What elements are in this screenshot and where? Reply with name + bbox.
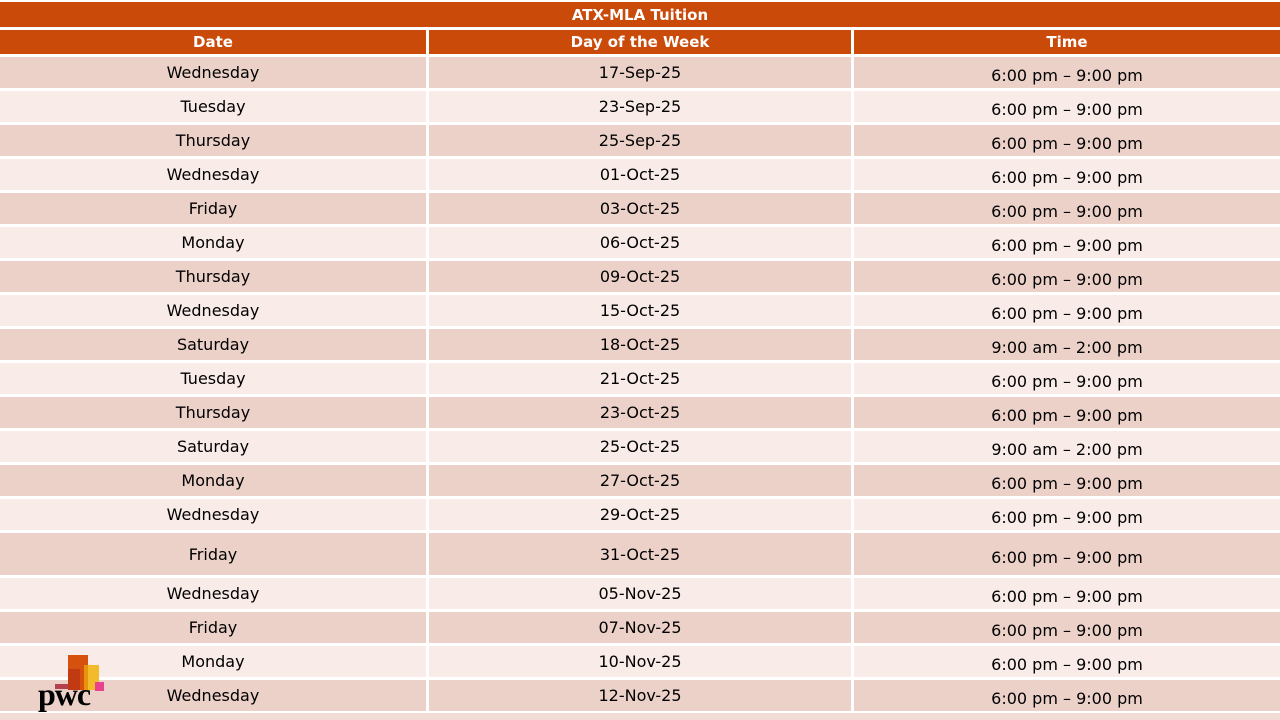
day-cell: Tuesday	[0, 91, 426, 122]
day-cell: Wednesday	[0, 680, 426, 711]
day-cell: Monday	[0, 227, 426, 258]
date-cell: 15-Oct-25	[429, 295, 851, 326]
table-row	[0, 227, 1280, 258]
table-row	[0, 125, 1280, 156]
table-row	[0, 193, 1280, 224]
time-cell: 6:00 pm – 9:00 pm	[854, 499, 1280, 530]
date-cell: 29-Oct-25	[429, 499, 851, 530]
table-row	[0, 329, 1280, 360]
table-row	[0, 465, 1280, 496]
day-cell: Friday	[0, 193, 426, 224]
table-row	[0, 261, 1280, 292]
time-cell: 9:00 am – 2:00 pm	[854, 329, 1280, 360]
date-cell: 01-Oct-25	[429, 159, 851, 190]
table-row	[0, 499, 1280, 530]
day-cell: Thursday	[0, 125, 426, 156]
date-cell: 09-Oct-25	[429, 261, 851, 292]
day-cell: Saturday	[0, 329, 426, 360]
date-cell: 23-Oct-25	[429, 397, 851, 428]
date-cell: 23-Sep-25	[429, 91, 851, 122]
time-cell: 6:00 pm – 9:00 pm	[854, 295, 1280, 326]
date-cell: 31-Oct-25	[429, 533, 851, 575]
time-cell: 9:00 am – 2:00 pm	[854, 431, 1280, 462]
day-cell: Wednesday	[0, 57, 426, 88]
time-cell: 6:00 pm – 9:00 pm	[854, 159, 1280, 190]
time-cell: 6:00 pm – 9:00 pm	[854, 578, 1280, 609]
table-row	[0, 646, 1280, 677]
table-row	[0, 578, 1280, 609]
date-cell: 12-Nov-25	[429, 680, 851, 711]
day-cell: Monday	[0, 465, 426, 496]
date-cell: 05-Nov-25	[429, 578, 851, 609]
day-cell: Tuesday	[0, 363, 426, 394]
column-header-day-of-week: Day of the Week	[429, 30, 851, 54]
date-cell: 03-Oct-25	[429, 193, 851, 224]
table-row	[0, 612, 1280, 643]
time-cell: 6:00 pm – 9:00 pm	[854, 227, 1280, 258]
time-cell: 6:00 pm – 9:00 pm	[854, 57, 1280, 88]
table-row	[0, 363, 1280, 394]
pwc-logo	[38, 650, 128, 718]
column-header-date: Date	[0, 30, 426, 54]
time-cell: 6:00 pm – 9:00 pm	[854, 91, 1280, 122]
pwc-wordmark: pwc	[38, 676, 91, 712]
table-row	[0, 57, 1280, 88]
time-cell: 6:00 pm – 9:00 pm	[854, 465, 1280, 496]
table-row	[0, 431, 1280, 462]
column-header-time: Time	[854, 30, 1280, 54]
table-body	[0, 57, 1280, 711]
date-cell: 18-Oct-25	[429, 329, 851, 360]
time-cell: 6:00 pm – 9:00 pm	[854, 680, 1280, 711]
time-cell: 6:00 pm – 9:00 pm	[854, 533, 1280, 575]
day-cell: Wednesday	[0, 499, 426, 530]
date-cell: 21-Oct-25	[429, 363, 851, 394]
table-row	[0, 533, 1280, 575]
table-row	[0, 91, 1280, 122]
date-cell: 07-Nov-25	[429, 612, 851, 643]
day-cell: Wednesday	[0, 159, 426, 190]
table-row	[0, 159, 1280, 190]
day-cell: Monday	[0, 646, 426, 677]
day-cell: Friday	[0, 612, 426, 643]
time-cell: 6:00 pm – 9:00 pm	[854, 646, 1280, 677]
footer-accent-strip	[0, 713, 1280, 720]
date-cell: 27-Oct-25	[429, 465, 851, 496]
table-row	[0, 397, 1280, 428]
date-cell: 25-Oct-25	[429, 431, 851, 462]
date-cell: 10-Nov-25	[429, 646, 851, 677]
table-title	[0, 2, 1280, 27]
day-cell: Thursday	[0, 397, 426, 428]
time-cell: 6:00 pm – 9:00 pm	[854, 612, 1280, 643]
day-cell: Friday	[0, 533, 426, 575]
table-row	[0, 676, 1280, 712]
date-cell: 17-Sep-25	[429, 57, 851, 88]
logo-block-pink	[95, 682, 104, 691]
day-cell: Wednesday	[0, 578, 426, 609]
day-cell: Thursday	[0, 261, 426, 292]
time-cell: 6:00 pm – 9:00 pm	[854, 125, 1280, 156]
date-cell: 06-Oct-25	[429, 227, 851, 258]
day-cell: Wednesday	[0, 295, 426, 326]
time-cell: 6:00 pm – 9:00 pm	[854, 363, 1280, 394]
table-row	[0, 295, 1280, 326]
table-title-label: ATX-MLA Tuition	[571, 5, 709, 24]
table-header-row	[0, 30, 1280, 54]
time-cell: 6:00 pm – 9:00 pm	[854, 193, 1280, 224]
time-cell: 6:00 pm – 9:00 pm	[854, 261, 1280, 292]
time-cell: 6:00 pm – 9:00 pm	[854, 397, 1280, 428]
date-cell: 25-Sep-25	[429, 125, 851, 156]
day-cell: Saturday	[0, 431, 426, 462]
